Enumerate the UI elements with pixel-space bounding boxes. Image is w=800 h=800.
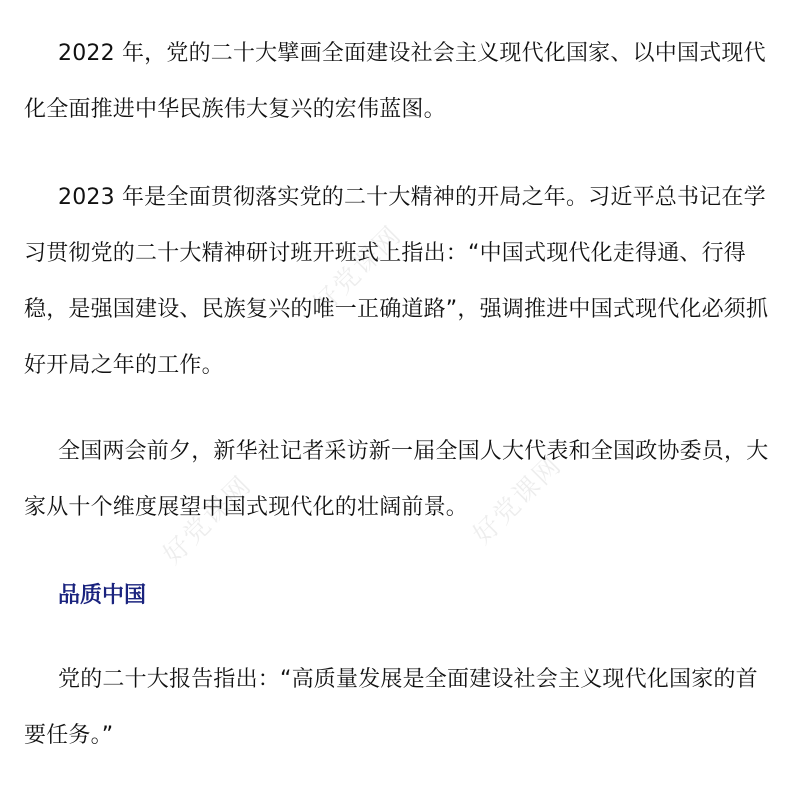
watermark: 好党课网 [467,450,568,551]
paragraph-two-sessions: 全国两会前夕，新华社记者采访新一届全国人大代表和全国政协委员，大家从十个维度展望中国式现代化的壮阔前景。 [24,439,769,520]
watermark: 好党课网 [307,220,408,321]
watermark: 好党课网 [157,470,258,571]
paragraph-report-quote: 党的二十大报告指出：“高质量发展是全面建设社会主义现代化国家的首要任务。” [24,667,758,748]
paragraph-2023: 2023 年是全面贯彻落实党的二十大精神的开局之年。习近平总书记在学习贯彻党的二十大精神研讨班开班式上指出：“中国式现代化走得通、行得稳，是强国建设、民族复兴的唯一正确道路”，强调推进中国式现代化必须抓好开局之年的工作。 [24,185,769,378]
paragraph-intro: 2022 年，党的二十大擘画全面建设社会主义现代化国家、以中国式现代化全面推进中华民族伟大复兴的宏伟蓝图。 [24,41,766,122]
section-heading: 品质中国 [58,583,147,608]
